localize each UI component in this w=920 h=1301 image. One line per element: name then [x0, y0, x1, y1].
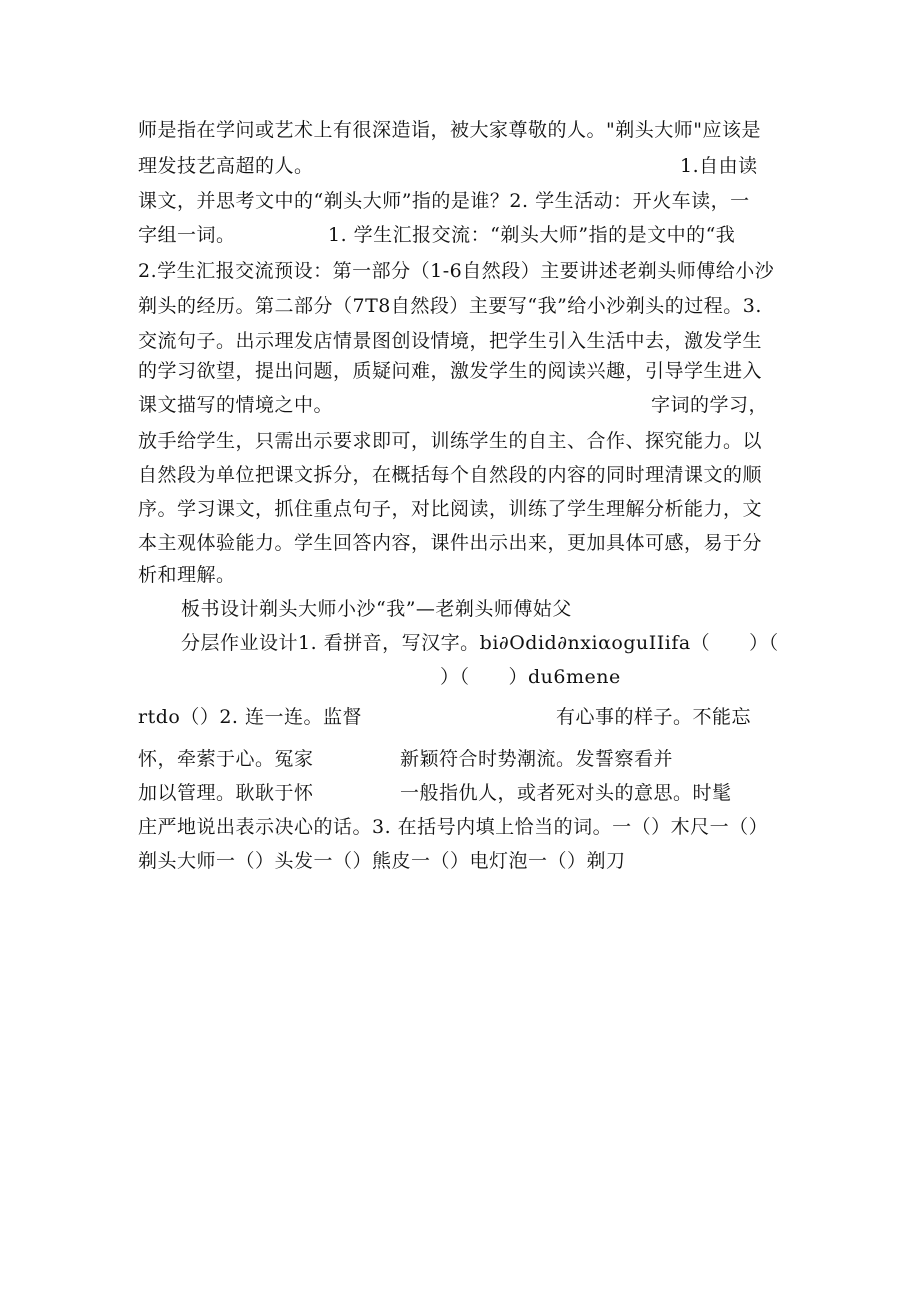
text-line-6: 剃头的经历。第二部分（7T8自然段）主要写“我”给小沙剃头的过程。3. — [138, 295, 762, 317]
homework-line-3: rtdo（）2. 连一连。监督 — [138, 706, 362, 728]
homework-line-5-right: 一般指仇人，或者死对头的意思。时髦 — [400, 782, 732, 804]
text-line-9: 课文描写的情境之中。 — [138, 394, 334, 416]
homework-line-2: ）（ ）du6mene — [440, 666, 621, 688]
text-line-1: 师是指在学问或艺术上有很深造诣，被大家尊敬的人。"剃头大师"应该是 — [138, 119, 761, 141]
text-line-2-right: 1.自由读 — [680, 155, 758, 177]
text-line-4-right: 1. 学生汇报交流：“剃头大师”指的是文中的“我 — [328, 224, 736, 246]
text-line-5: 2.学生汇报交流预设：第一部分（1-6自然段）主要讲述老剃头师傅给小沙 — [138, 260, 775, 282]
text-line-10: 放手给学生，只需出示要求即可，训练学生的自主、合作、探究能力。以 — [138, 430, 763, 452]
board-design-line: 板书设计剃头大师小沙“我”—老剃头师傅姑父 — [181, 598, 572, 620]
text-line-3: 课文，并思考文中的“剃头大师”指的是谁？2. 学生活动：开火车读，一 — [138, 190, 750, 212]
text-line-12: 序。学习课文，抓住重点句子，对比阅读，训练了学生理解分析能力，文 — [138, 498, 763, 520]
homework-line-3-right: 有心事的样子。不能忘 — [556, 706, 752, 728]
homework-line-1: 分层作业设计1. 看拼音，写汉字。bi∂Odid∂nxiαoguIIifa（ ）（ — [181, 632, 779, 654]
homework-line-5: 加以管理。耿耿于怀 — [138, 782, 314, 804]
homework-line-7: 剃头大师一（）头发一（）熊皮一（）电灯泡一（）剃刀 — [138, 850, 626, 872]
text-line-9-right: 字词的学习， — [651, 394, 769, 416]
homework-line-4: 怀，牵萦于心。冤家 — [138, 748, 314, 770]
text-line-7: 交流句子。出示理发店情景图创设情境，把学生引入生活中去，激发学生 — [138, 330, 763, 352]
homework-line-4-right: 新颖符合时势潮流。发誓察看并 — [400, 748, 674, 770]
text-line-2: 理发技艺高超的人。 — [138, 155, 314, 177]
text-line-11: 自然段为单位把课文拆分，在概括每个自然段的内容的同时理清课文的顺 — [138, 464, 763, 486]
text-line-14: 析和理解。 — [138, 564, 236, 586]
text-line-4: 字组一词。 — [138, 224, 236, 246]
homework-line-6: 庄严地说出表示决心的话。3. 在括号内填上恰当的词。一（）木尺一（） — [138, 816, 769, 838]
text-line-13: 本主观体验能力。学生回答内容，课件出示出来，更加具体可感，易于分 — [138, 532, 763, 554]
text-line-8: 的学习欲望，提出问题，质疑问难，激发学生的阅读兴趣，引导学生进入 — [138, 360, 763, 382]
